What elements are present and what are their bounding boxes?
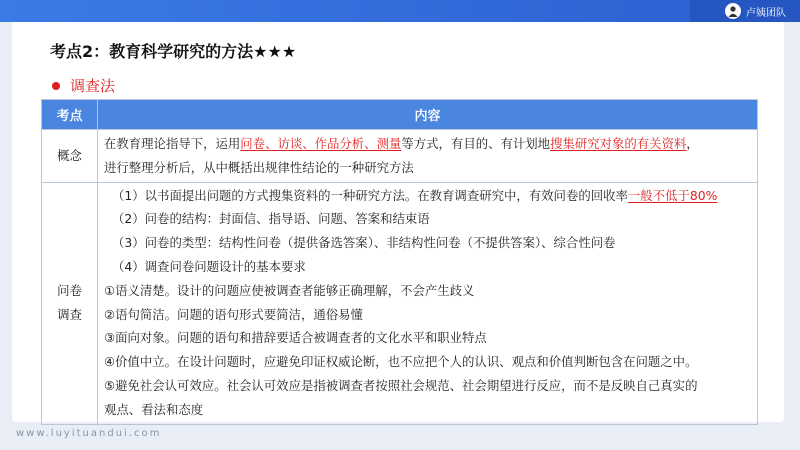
survey-line-4: （4）调查问卷问题设计的基本要求 — [112, 258, 306, 274]
survey-content — [98, 182, 758, 424]
highlight-collect: 搜集研究对象的有关资料 — [550, 136, 687, 151]
row-label-survey: 问卷 调查 — [42, 182, 98, 424]
survey-line-6: ②语句简洁。问题的语句形式要简洁，通俗易懂 — [104, 306, 363, 322]
survey-line-8: ④价值中立。在设计问题时，应避免印证权威论断，也不应把个人的认识、观点和价值判断包含在问题之中。 — [104, 354, 698, 370]
highlight-rate: 一般不低于80% — [627, 187, 718, 203]
concept-line-2: 进行整理分析后，从中概括出规律性结论的一种研究方法 — [104, 159, 414, 175]
section-heading — [52, 75, 115, 96]
person-avatar-icon — [725, 3, 741, 19]
survey-line-10: 观点、看法和态度 — [104, 401, 204, 417]
table-row-survey — [42, 182, 758, 424]
footer-url: www.luyituandui.com — [16, 428, 162, 439]
survey-line-5: ①语义清楚。设计的问题应使被调查者能够正确理解，不会产生歧义 — [104, 282, 475, 298]
content-table — [41, 99, 758, 425]
survey-line-2: （2）问卷的结构：封面信、指导语、问题、答案和结束语 — [112, 211, 430, 227]
table-header-row — [42, 100, 758, 130]
highlight-methods: 问卷、访谈、作品分析、测量 — [240, 136, 402, 151]
survey-line-9: ⑤避免社会认可效应。社会认可效应是指被调查者按照社会规范、社会期望进行反应，而不是反映自己真实的 — [104, 377, 698, 393]
table-row-concept — [42, 130, 758, 183]
concept-line-1: 在教育理论指导下，运用问卷、访谈、作品分析、测量等方式，有目的、有计划地搜集研究对象的有关资料， — [104, 136, 699, 151]
page-title: 考点2：教育科学研究的方法★★★ — [50, 42, 297, 61]
header-neirong: 内容 — [98, 100, 758, 130]
bullet-dot-icon — [52, 82, 60, 90]
survey-line-3: （3）问卷的类型：结构性问卷（提供备选答案）、非结构性问卷（不提供答案）、综合性问卷 — [112, 235, 616, 251]
row-label-concept: 概念 — [42, 130, 98, 183]
top-bar — [0, 0, 800, 22]
header-kaodian: 考点 — [42, 100, 98, 130]
brand-name: 卢姨团队 — [746, 7, 786, 19]
concept-content — [98, 130, 758, 183]
brand — [725, 2, 786, 20]
section-label: 调查法 — [70, 77, 116, 95]
survey-line-7: ③面向对象。问题的语句和措辞要适合被调查者的文化水平和职业特点 — [104, 330, 487, 346]
survey-line-1: （1）以书面提出问题的方式搜集资料的一种研究方法。在教育调查研究中，有效问卷的回收率一般不低于80% — [112, 187, 718, 203]
